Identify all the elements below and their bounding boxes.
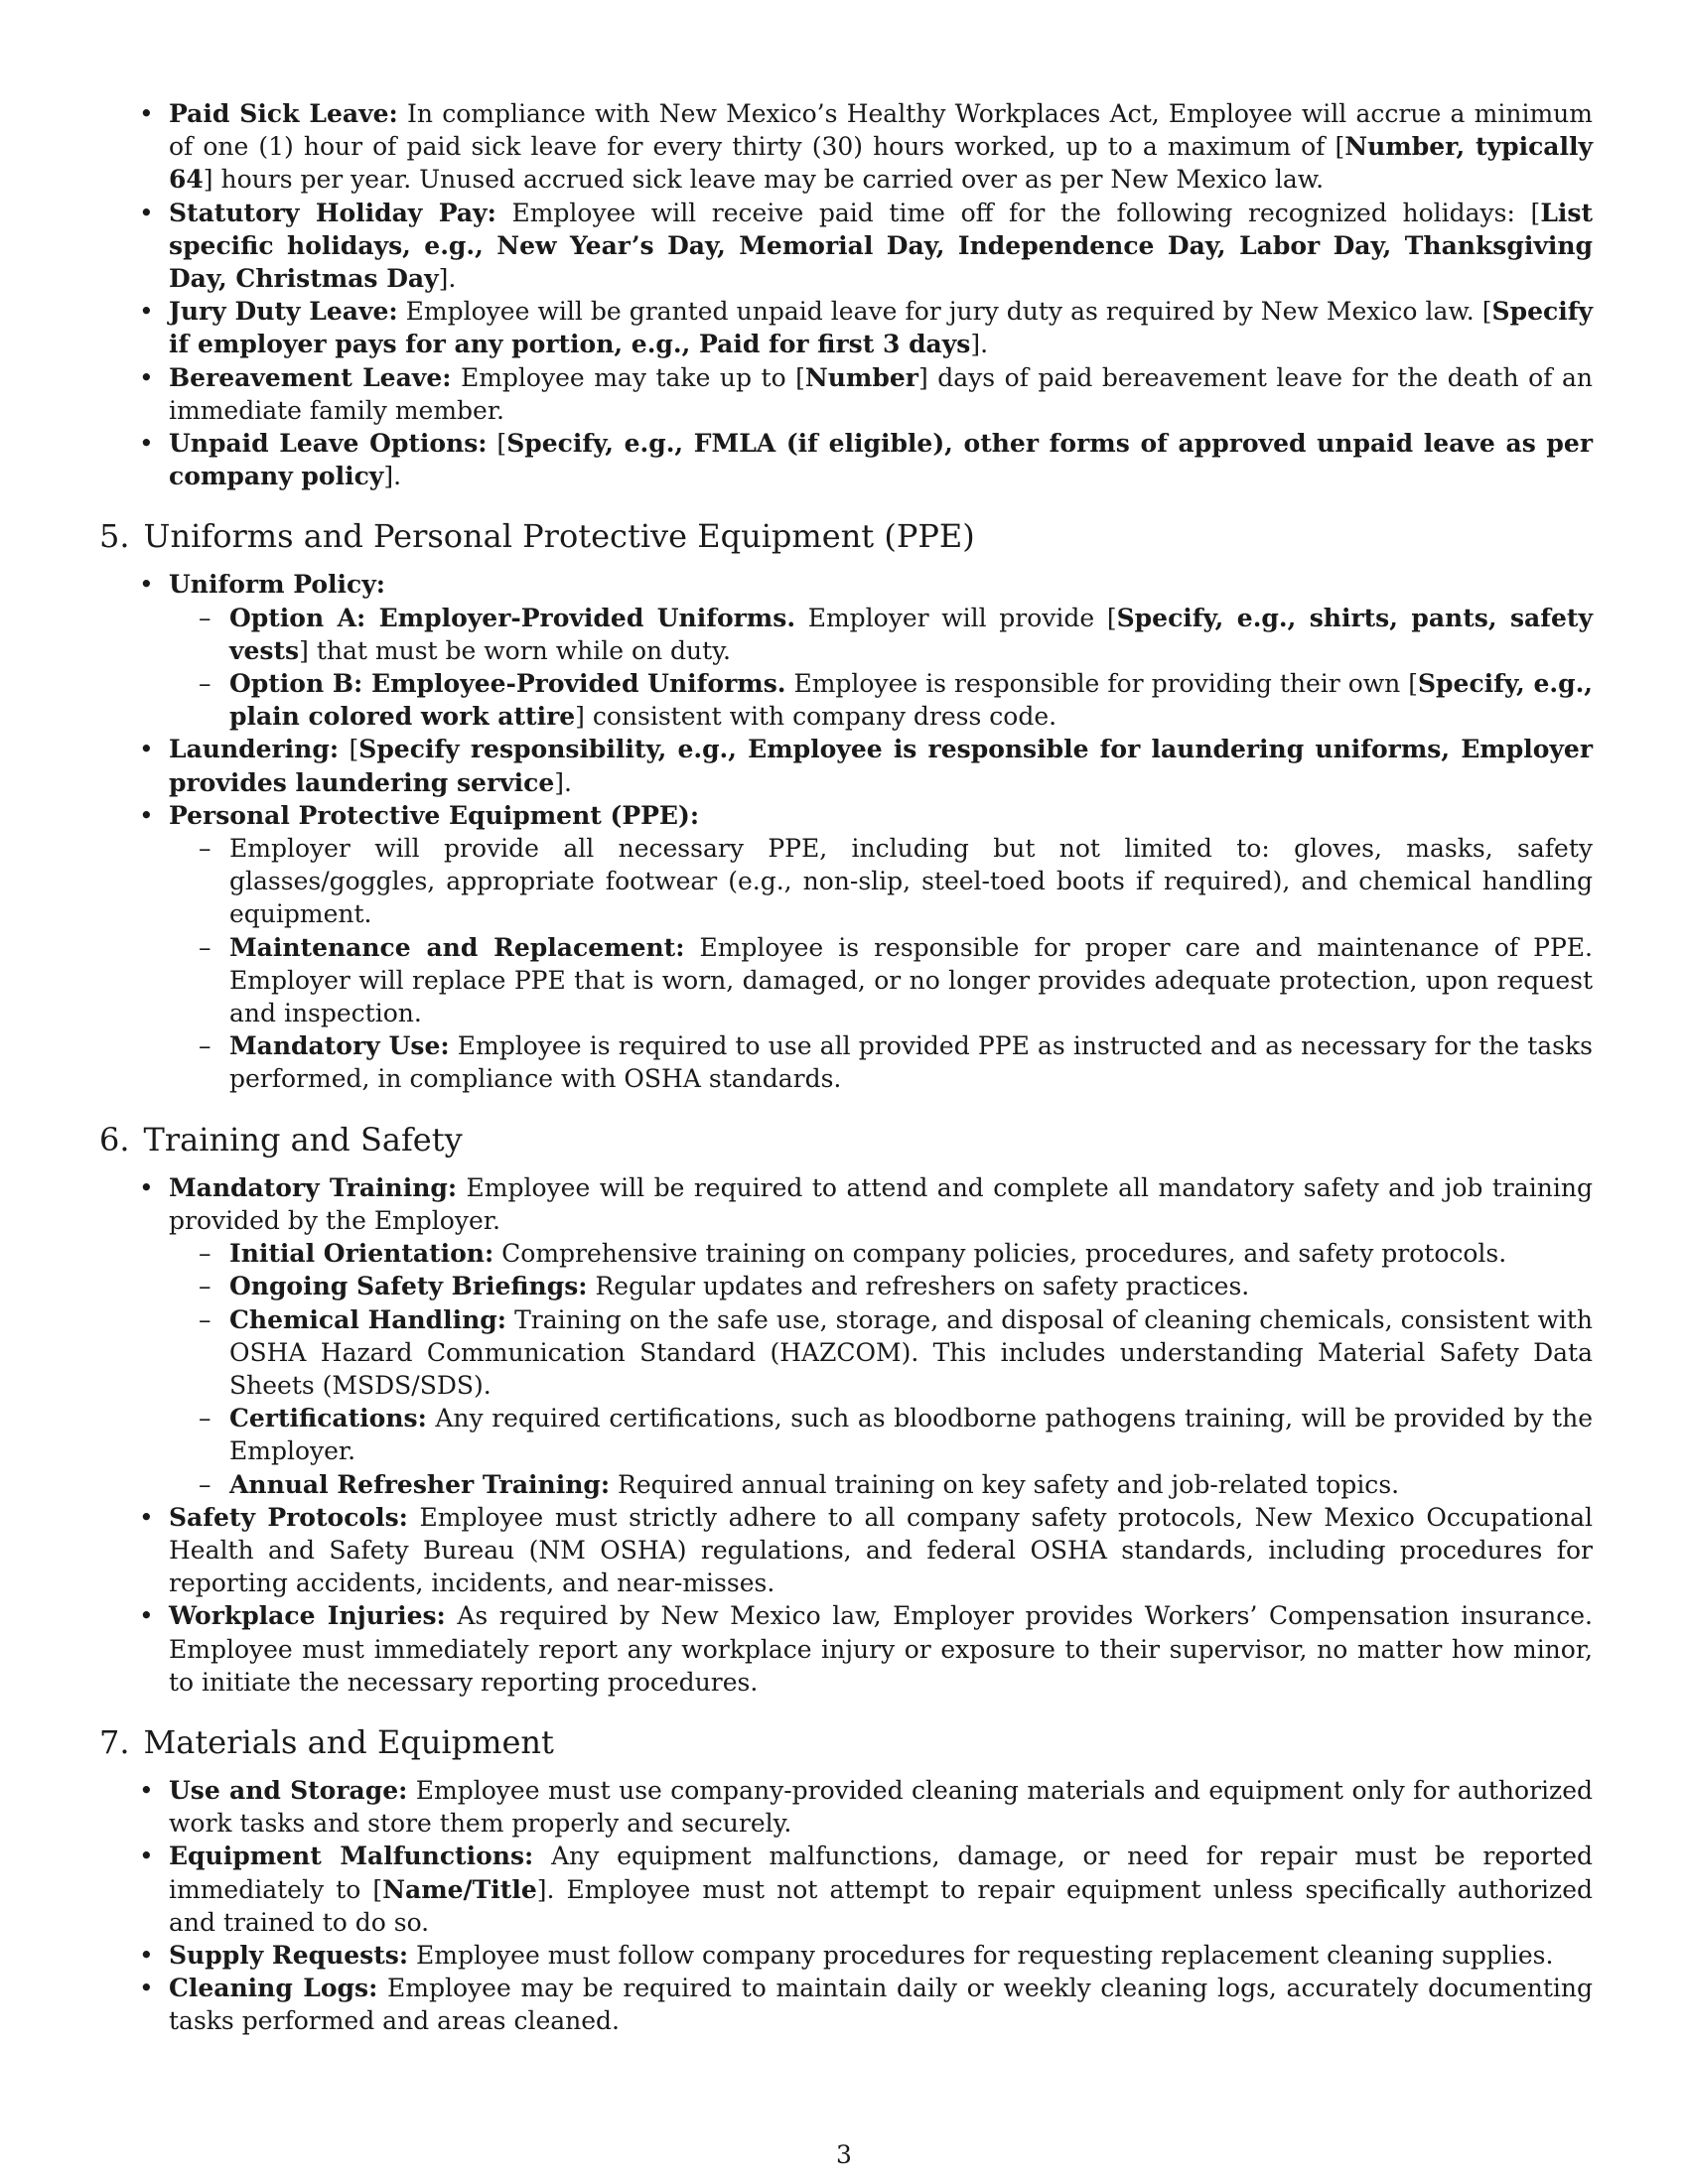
list-item-option-b: – Option B: Employee-Provided Uniforms. Employee is responsible for providing their own [Specify, e.g., plain colored work attire] consistent with company dress code. [169, 667, 1593, 733]
training-sublist [169, 1237, 1593, 1501]
list-item-ppe: • Personal Protective Equipment (PPE): – Employer will provide all necessary PPE, including but not limited to: gloves, masks, safety glasses/goggles, appropriate footwear (e.g., non-slip, steel-toed boots if required), and chemical handling equipment. – Maintenance and Replacement: Employee is responsible for proper care and maintenance of PPE. Employer will replace PPE that is worn, damaged, or no longer provides adequate protection, upon request and inspection. – Mandatory Use: Employee is required to use all provided PPE as instructed and as necessary for the tasks performed, in compliance with OSHA standards. [99, 799, 1593, 1096]
section-6-heading: 6. Training and Safety [99, 1120, 463, 1159]
list-item-statutory-holiday-pay: • Statutory Holiday Pay: Employee will receive paid time off for the following recognized holidays: [List specific holidays, e.g., New Year’s Day, Memorial Day, Independence Day, Labor Day, Thanksgiving Day, Christmas Day]. [99, 197, 1593, 296]
list-item-bereavement-leave: • Bereavement Leave: Employee may take up to [Number] days of paid bereavement leave for the death of an immediate family member. [99, 361, 1593, 427]
list-item-certifications: – Certifications: Any required certifications, such as bloodborne pathogens training, will be provided by the Employer. [169, 1402, 1593, 1467]
section-5-heading-wrap [99, 516, 1593, 556]
list-item-paid-sick-leave: • Paid Sick Leave: In compliance with New Mexico’s Healthy Workplaces Act, Employee will accrue a minimum of one (1) hour of paid sick leave for every thirty (30) hours worked, up to a maximum of [Number, typically 64] hours per year. Unused accrued sick leave may be carried over as per New Mexico law. [99, 97, 1593, 197]
leave-list [99, 97, 1593, 492]
list-item-ongoing-safety-briefings: – Ongoing Safety Briefings: Regular updates and refreshers on safety practices. [169, 1270, 1593, 1302]
section-6-heading-wrap [99, 1120, 1593, 1160]
ppe-sublist [169, 832, 1593, 1096]
section-6-list [99, 1171, 1593, 1699]
list-item-equipment-malfunctions: • Equipment Malfunctions: Any equipment malfunctions, damage, or need for repair must be reported immediately to [Name/Title]. Employee must not attempt to repair equipment unless specifically authorized and trained to do so. [99, 1840, 1593, 1939]
list-item-laundering: • Laundering: [Specify responsibility, e.g., Employee is responsible for laundering uniforms, Employer provides laundering service]. [99, 733, 1593, 798]
list-item-ppe-mandatory-use: – Mandatory Use: Employee is required to use all provided PPE as instructed and as necessary for the tasks performed, in compliance with OSHA standards. [169, 1029, 1593, 1095]
uniform-options-list [169, 602, 1593, 734]
page-number: 3 [836, 2140, 852, 2169]
section-7-list [99, 1774, 1593, 2038]
list-item-jury-duty-leave: • Jury Duty Leave: Employee will be granted unpaid leave for jury duty as required by New Mexico law. [Specify if employer pays for any portion, e.g., Paid for first 3 days]. [99, 295, 1593, 360]
list-item-safety-protocols: • Safety Protocols: Employee must strictly adhere to all company safety protocols, New Mexico Occupational Health and Safety Bureau (NM OSHA) regulations, and federal OSHA standards, including procedures for reporting accidents, incidents, and near-misses. [99, 1501, 1593, 1600]
list-item-initial-orientation: – Initial Orientation: Comprehensive training on company policies, procedures, and safety protocols. [169, 1237, 1593, 1270]
list-item-uniform-policy: • Uniform Policy: – Option A: Employer-Provided Uniforms. Employer will provide [Specify, e.g., shirts, pants, safety vests] that must be worn while on duty. – Option B: Employee-Provided Uniforms. Employee is responsible for providing their own [Specify, e.g., plain colored work attire] consistent with company dress code. [99, 568, 1593, 733]
list-item-mandatory-training: • Mandatory Training: Employee will be required to attend and complete all mandatory safety and job training provided by the Employer. – Initial Orientation: Comprehensive training on company policies, procedures, and safety protocols. – Ongoing Safety Briefings: Regular updates and refreshers on safety practices. – Chemical Handling: Training on the safe use, storage, and disposal of cleaning chemicals, consistent with OSHA Hazard Communication Standard (HAZCOM). This includes understanding Material Safety Data Sheets (MSDS/SDS). – Certifications: Any required certifications, such as bloodborne pathogens training, will be provided by the Employer. – Annual Refresher Training: Required annual training on key safety and job-related topics. [99, 1171, 1593, 1501]
section-7-heading: 7. Materials and Equipment [99, 1722, 554, 1761]
section-5-list [99, 568, 1593, 1095]
list-item-use-and-storage: • Use and Storage: Employee must use company-provided cleaning materials and equipment only for authorized work tasks and store them properly and securely. [99, 1774, 1593, 1840]
list-item-workplace-injuries: • Workplace Injuries: As required by New Mexico law, Employer provides Workers’ Compensation insurance. Employee must immediately report any workplace injury or exposure to their supervisor, no matter how minor, to initiate the necessary reporting procedures. [99, 1599, 1593, 1699]
document-page [99, 97, 1593, 2038]
list-item-option-a: – Option A: Employer-Provided Uniforms. Employer will provide [Specify, e.g., shirts, pants, safety vests] that must be worn while on duty. [169, 602, 1593, 667]
list-item-annual-refresher: – Annual Refresher Training: Required annual training on key safety and job-related topics. [169, 1468, 1593, 1501]
section-5-heading: 5. Uniforms and Personal Protective Equipment (PPE) [99, 517, 975, 556]
list-item-supply-requests: • Supply Requests: Employee must follow company procedures for requesting replacement cleaning supplies. [99, 1939, 1593, 1972]
list-item-chemical-handling: – Chemical Handling: Training on the safe use, storage, and disposal of cleaning chemicals, consistent with OSHA Hazard Communication Standard (HAZCOM). This includes understanding Material Safety Data Sheets (MSDS/SDS). [169, 1303, 1593, 1403]
list-item-unpaid-leave-options: • Unpaid Leave Options: [Specify, e.g., FMLA (if eligible), other forms of approved unpaid leave as per company policy]. [99, 427, 1593, 492]
list-item-ppe-maintenance: – Maintenance and Replacement: Employee is responsible for proper care and maintenance of PPE. Employer will replace PPE that is worn, damaged, or no longer provides adequate protection, upon request and inspection. [169, 931, 1593, 1030]
list-item-cleaning-logs: • Cleaning Logs: Employee may be required to maintain daily or weekly cleaning logs, accurately documenting tasks performed and areas cleaned. [99, 1972, 1593, 2037]
section-7-heading-wrap [99, 1722, 1593, 1762]
list-item-ppe-provide: – Employer will provide all necessary PPE, including but not limited to: gloves, masks, safety glasses/goggles, appropriate footwear (e.g., non-slip, steel-toed boots if required), and chemical handling equipment. [169, 832, 1593, 931]
